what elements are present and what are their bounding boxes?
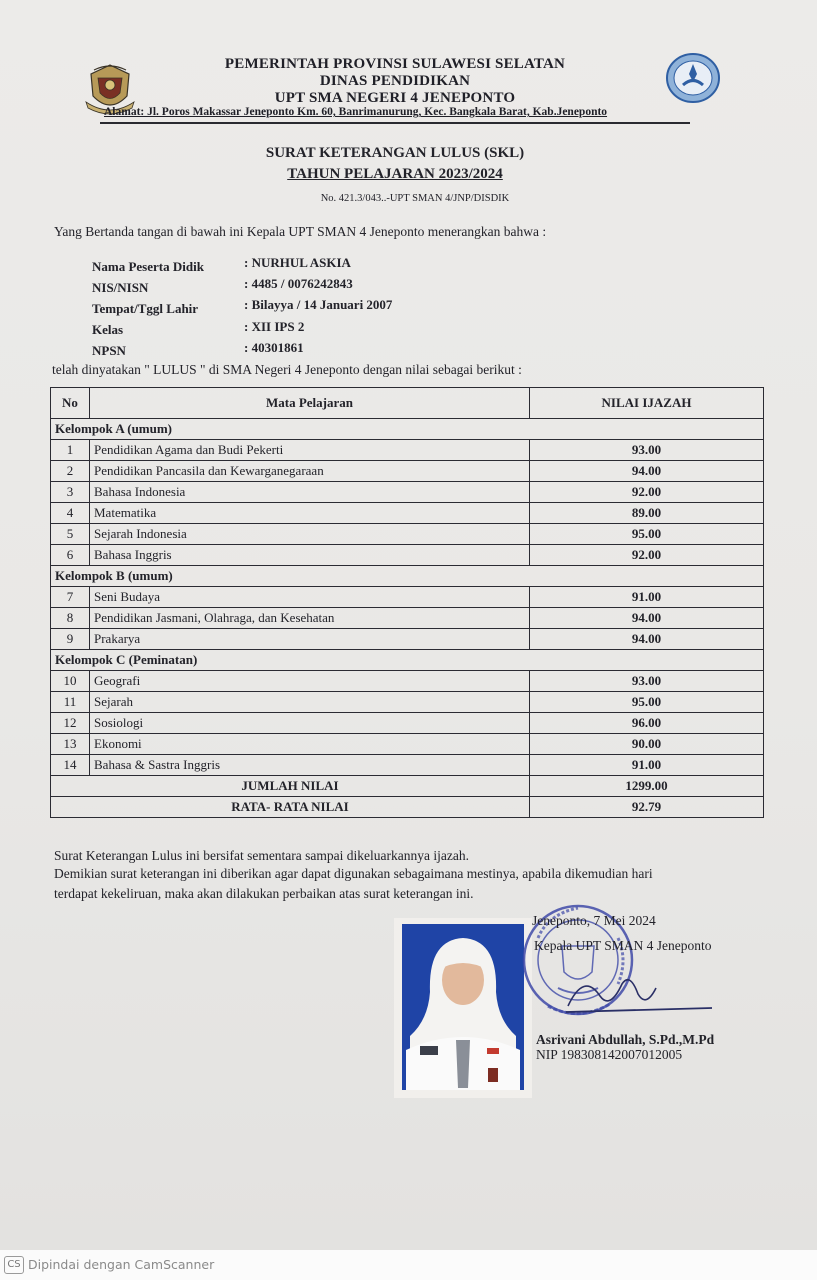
row-subject: Pendidikan Agama dan Budi Pekerti xyxy=(90,440,530,461)
row-no: 12 xyxy=(51,713,90,734)
table-row xyxy=(51,671,764,692)
intro-paragraph: Yang Bertanda tangan di bawah ini Kepala UPT SMAN 4 Jeneponto menerangkan bahwa : xyxy=(54,224,547,239)
table-row xyxy=(51,503,764,524)
table-row xyxy=(51,734,764,755)
row-score: 90.00 xyxy=(530,734,764,755)
row-score: 91.00 xyxy=(530,587,764,608)
student-label-birth: Tempat/Tggl Lahir xyxy=(92,301,199,316)
row-score: 89.00 xyxy=(530,503,764,524)
footer-line-2: Demikian surat keterangan ini diberikan agar dapat digunakan sebagaimana mestinya, apabila dikemudian hari xyxy=(54,866,653,881)
row-no: 1 xyxy=(51,440,90,461)
signature-position: Kepala UPT SMAN 4 Jeneponto xyxy=(534,938,712,953)
row-subject: Ekonomi xyxy=(90,734,530,755)
row-score: 94.00 xyxy=(530,461,764,482)
signature-place-date: Jeneponto, 7 Mei 2024 xyxy=(532,913,656,928)
table-row xyxy=(51,692,764,713)
row-subject: Pendidikan Pancasila dan Kewarganegaraan xyxy=(90,461,530,482)
table-row xyxy=(51,629,764,650)
row-no: 14 xyxy=(51,755,90,776)
signatory-name: Asrivani Abdullah, S.Pd.,M.Pd xyxy=(536,1032,715,1047)
row-no: 11 xyxy=(51,692,90,713)
row-score: 96.00 xyxy=(530,713,764,734)
student-value-birth: : Bilayya / 14 Januari 2007 xyxy=(244,297,393,312)
group-row xyxy=(51,650,764,671)
letterhead-line-3: UPT SMA NEGERI 4 JENEPONTO xyxy=(274,90,516,106)
row-subject: Prakarya xyxy=(90,629,530,650)
row-subject: Seni Budaya xyxy=(90,587,530,608)
row-no: 10 xyxy=(51,671,90,692)
row-subject: Bahasa Indonesia xyxy=(90,482,530,503)
grades-table xyxy=(50,387,764,818)
letterhead-line-2: DINAS PENDIDIKAN xyxy=(319,73,471,89)
row-no: 13 xyxy=(51,734,90,755)
row-subject: Bahasa Inggris xyxy=(90,545,530,566)
row-no: 2 xyxy=(51,461,90,482)
table-header-row xyxy=(51,388,764,419)
table-row xyxy=(51,587,764,608)
table-row xyxy=(51,461,764,482)
handwritten-signature-icon xyxy=(560,966,720,1016)
academic-year-text: TAHUN PELAJARAN 2023/2024 xyxy=(287,166,503,182)
row-score: 91.00 xyxy=(530,755,764,776)
table-row xyxy=(51,545,764,566)
group-row xyxy=(51,566,764,587)
row-subject: Pendidikan Jasmani, Olahraga, dan Kesehatan xyxy=(90,608,530,629)
row-score: 93.00 xyxy=(530,671,764,692)
camscanner-badge-icon: CS xyxy=(4,1256,24,1274)
header-score: NILAI IJAZAH xyxy=(530,388,764,419)
student-photo xyxy=(394,918,532,1098)
letterhead-divider xyxy=(100,122,690,124)
row-score: 95.00 xyxy=(530,524,764,545)
academic-year xyxy=(180,166,610,183)
camscanner-text: Dipindai dengan CamScanner xyxy=(28,1257,215,1272)
total-label: JUMLAH NILAI xyxy=(51,776,530,797)
average-label: RATA- RATA NILAI xyxy=(51,797,530,818)
scanner-footer xyxy=(0,1250,817,1280)
student-label-nis: NIS/NISN xyxy=(92,280,149,295)
group-name: Kelompok C (Peminatan) xyxy=(51,650,764,671)
table-row xyxy=(51,482,764,503)
row-no: 9 xyxy=(51,629,90,650)
row-subject: Bahasa & Sastra Inggris xyxy=(90,755,530,776)
row-score: 93.00 xyxy=(530,440,764,461)
school-logo-icon xyxy=(665,52,721,104)
letterhead-line-1: PEMERINTAH PROVINSI SULAWESI SELATAN xyxy=(224,56,566,72)
document-number: No. 421.3/043..-UPT SMAN 4/JNP/DISDIK xyxy=(320,193,510,204)
table-row xyxy=(51,524,764,545)
row-no: 8 xyxy=(51,608,90,629)
student-value-nis: : 4485 / 0076242843 xyxy=(244,276,353,291)
row-score: 92.00 xyxy=(530,545,764,566)
group-name: Kelompok B (umum) xyxy=(51,566,764,587)
row-subject: Geografi xyxy=(90,671,530,692)
average-row xyxy=(51,797,764,818)
footer-line-3: terdapat kekeliruan, maka akan dilakukan perbaikan atas surat keterangan ini. xyxy=(54,886,474,901)
footer-line-1: Surat Keterangan Lulus ini bersifat sementara sampai dikeluarkannya ijazah. xyxy=(54,848,469,863)
table-row xyxy=(51,713,764,734)
document-title: SURAT KETERANGAN LULUS (SKL) xyxy=(265,145,525,161)
student-portrait-icon xyxy=(394,918,532,1098)
row-no: 7 xyxy=(51,587,90,608)
row-no: 3 xyxy=(51,482,90,503)
signatory-nip: NIP 198308142007012005 xyxy=(536,1047,683,1062)
average-value: 92.79 xyxy=(530,797,764,818)
total-row xyxy=(51,776,764,797)
header-no: No xyxy=(51,388,90,419)
table-row xyxy=(51,755,764,776)
student-label-name: Nama Peserta Didik xyxy=(92,259,204,274)
group-row xyxy=(51,419,764,440)
header-subject: Mata Pelajaran xyxy=(90,388,530,419)
row-score: 95.00 xyxy=(530,692,764,713)
row-score: 94.00 xyxy=(530,629,764,650)
graduation-statement: telah dinyatakan " LULUS " di SMA Negeri 4 Jeneponto dengan nilai sebagai berikut : xyxy=(52,362,522,377)
row-no: 6 xyxy=(51,545,90,566)
total-value: 1299.00 xyxy=(530,776,764,797)
group-name: Kelompok A (umum) xyxy=(51,419,764,440)
student-label-npsn: NPSN xyxy=(92,343,126,358)
row-subject: Sosiologi xyxy=(90,713,530,734)
row-score: 92.00 xyxy=(530,482,764,503)
row-subject: Sejarah xyxy=(90,692,530,713)
student-label-class: Kelas xyxy=(92,322,124,337)
table-row xyxy=(51,440,764,461)
student-value-npsn: : 40301861 xyxy=(244,340,304,355)
student-value-class: : XII IPS 2 xyxy=(244,319,305,334)
table-row xyxy=(51,608,764,629)
row-score: 94.00 xyxy=(530,608,764,629)
row-subject: Matematika xyxy=(90,503,530,524)
row-no: 4 xyxy=(51,503,90,524)
student-value-name: : NURHUL ASKIA xyxy=(244,255,351,270)
row-no: 5 xyxy=(51,524,90,545)
row-subject: Sejarah Indonesia xyxy=(90,524,530,545)
letterhead-address: Alamat: Jl. Poros Makassar Jeneponto Km. 60, Banrimanurung, Kec. Bangkala Barat, Kab.Jeneponto xyxy=(104,106,608,118)
